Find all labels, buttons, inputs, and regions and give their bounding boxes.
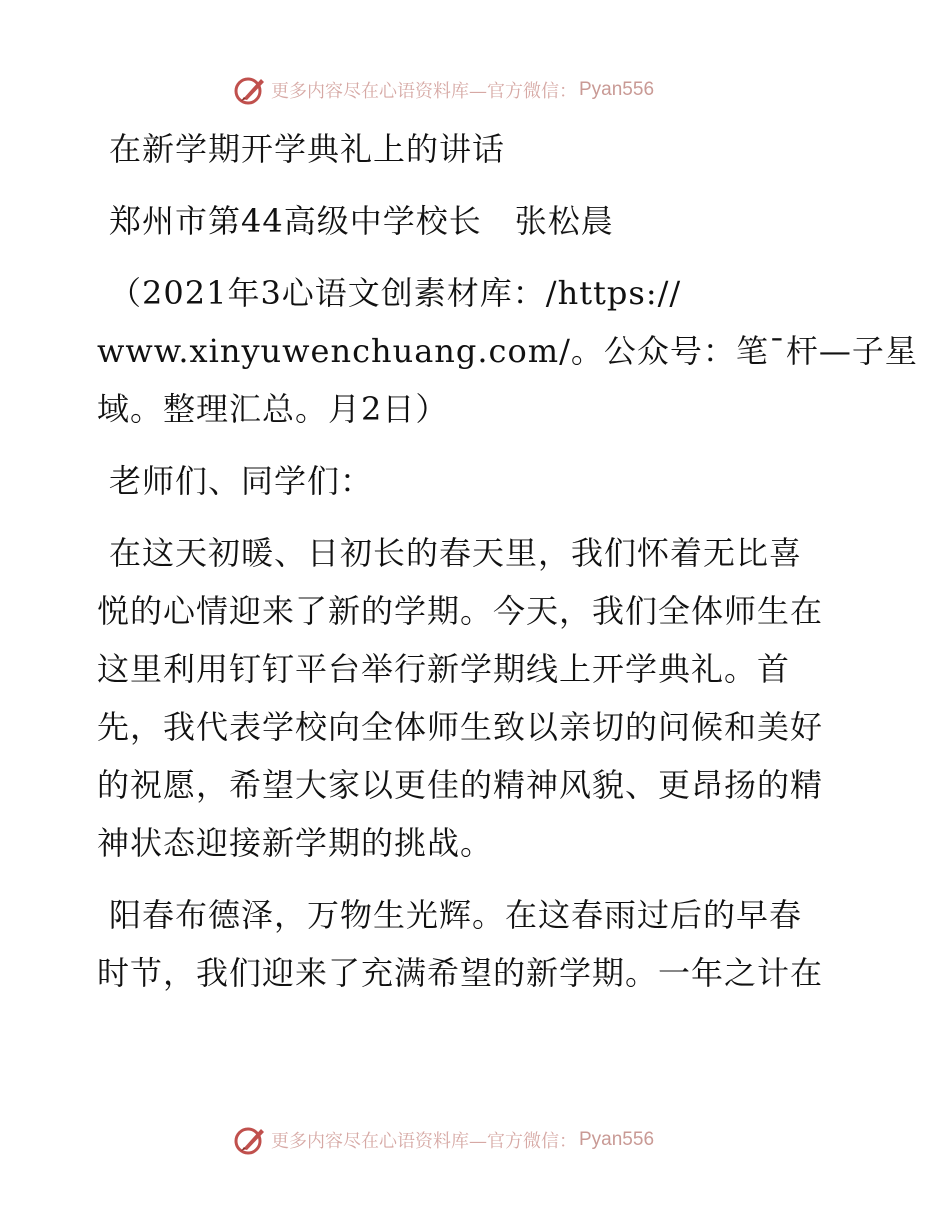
paragraph-2-line: 时节，我们迎来了充满希望的新学期。一年之计在: [97, 954, 824, 992]
source-line-1: （2021年3心语文创素材库：/https://: [109, 274, 682, 312]
source-line-3: 域。整理汇总。月2日）: [97, 390, 449, 428]
greeting: 老师们、同学们：: [109, 462, 374, 500]
document-title: 在新学期开学典礼上的讲话: [109, 130, 506, 168]
header-watermark-banner: [233, 72, 654, 108]
footer-watermark-banner: [233, 1122, 654, 1158]
paragraph-1-line: 这里利用钉钉平台举行新学期线上开学典礼。首: [97, 650, 791, 688]
quill-pen-circle-icon: [233, 1123, 267, 1157]
wechat-id: Pyan556: [579, 1129, 655, 1150]
paragraph-1-line: 神状态迎接新学期的挑战。: [97, 824, 494, 862]
paragraph-1-line: 先，我代表学校向全体师生致以亲切的问候和美好: [97, 708, 824, 746]
source-line-2: www.xinyuwenchuang.com/。公众号：笔¯杆—子星: [97, 332, 918, 370]
paragraph-1-line: 的祝愿，希望大家以更佳的精神风貌、更昂扬的精: [97, 766, 824, 804]
wechat-id: Pyan556: [579, 79, 655, 100]
paragraph-2-line: 阳春布德泽，万物生光辉。在这春雨过后的早春: [109, 896, 803, 934]
paragraph-1-line: 在这天初暖、日初长的春天里，我们怀着无比喜: [109, 534, 803, 572]
author-line: 郑州市第44高级中学校长 张松晨: [109, 202, 614, 240]
document-body: [97, 120, 918, 1002]
quill-pen-circle-icon: [233, 73, 267, 107]
promo-text: 更多内容尽在心语资料库—官方微信：: [271, 81, 577, 102]
promo-text: 更多内容尽在心语资料库—官方微信：: [271, 1131, 577, 1152]
paragraph-1-line: 悦的心情迎来了新的学期。今天，我们全体师生在: [97, 592, 824, 630]
